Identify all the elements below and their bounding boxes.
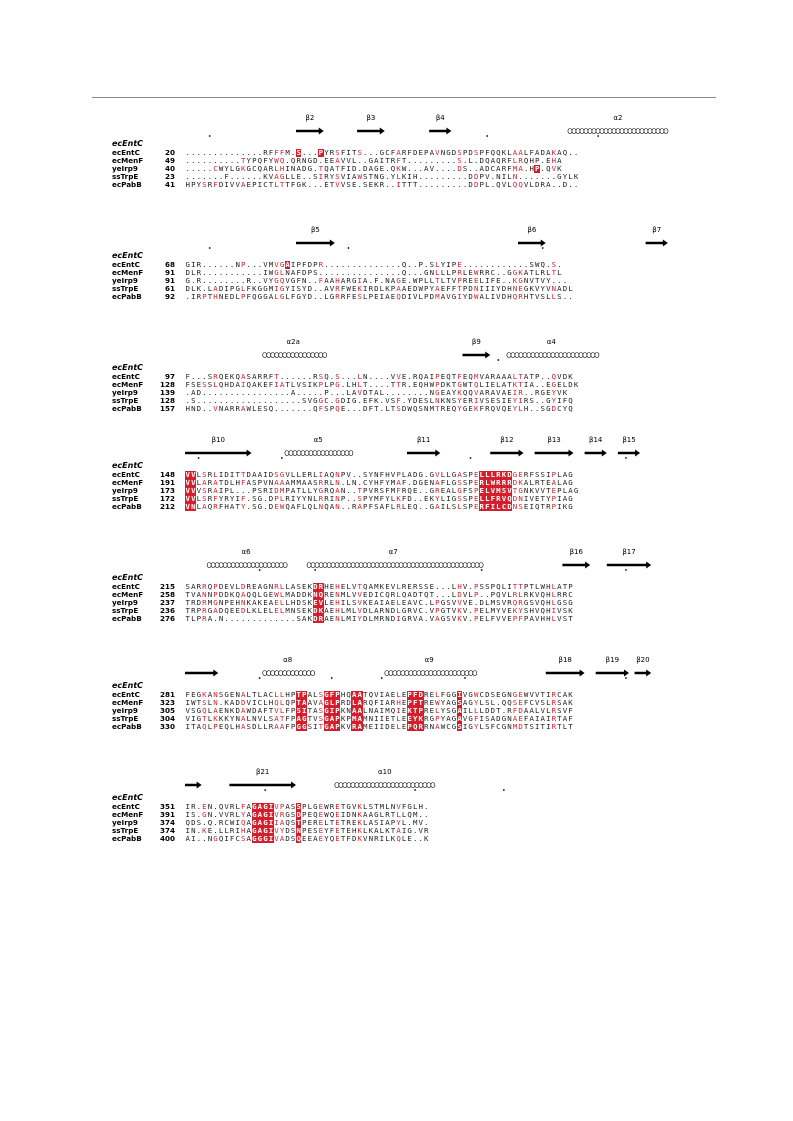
residue-number: 172 xyxy=(159,494,175,503)
sequence-residues: ..........TYPQFYWQ.QRNGD.EEAVVL..GAITRFT.........S.L.DQAQRFLRQHP.EHA xyxy=(185,156,562,165)
sequence-name: ecPabB xyxy=(112,722,142,731)
reference-label: ecEntC xyxy=(112,251,144,260)
ss-label: β18 xyxy=(558,656,572,664)
sequence-residues: .IRPTHNEDLPFQGGALGLFGYD..LGRRFESLPEIAEQDIVLPDMAVGIYDWALIVDHQRHTVSLLS.. xyxy=(185,292,573,301)
sequence-residues: IWTSLN.KADDVICLHQLQPTAAVAGLPRDLARQFIARHEPFTREWYAGSAGYLSL.QQSEFCVSLRSAK xyxy=(185,698,573,707)
alpha-helix-coil xyxy=(507,353,599,358)
sequence-residues: G.R........R..VYGQVGFN..FAAHARGIA.F.NAGE.WPLLTLTVPREELIFE..KGNVTVY... xyxy=(185,276,568,285)
sequence-name: ssTrpE xyxy=(112,606,139,615)
sequence-name: ecEntC xyxy=(112,260,140,269)
alpha-helix-coil xyxy=(285,451,353,456)
ss-label: α2a xyxy=(286,338,300,346)
decile-dot xyxy=(481,569,483,571)
reference-label: ecEntC xyxy=(112,461,144,470)
ss-label: α7 xyxy=(388,548,398,556)
sequence-residues: VVLSRFYRYIF.SG.DPLRIYYNLRRINP..SPYMFYLKFD..EKYLIGSSPELLFRVQDNIVETYPIAG xyxy=(185,494,573,503)
sequence-residues: ..............RFFFM.S...PYRSFITS...GCFARFDEPAVNGDSPDSPFQQKLAALFADAKAQ.. xyxy=(185,148,579,157)
residue-number: 191 xyxy=(159,478,175,487)
sequence-name: ssTrpE xyxy=(112,494,139,503)
sequence-row xyxy=(112,615,712,623)
decile-dot xyxy=(486,135,488,137)
sequence-residues: VVVSRAIPL...PSRIDMPATLLYGRQAN..TPVRSFMFRQE..GREALGFSPELVMSVTGNKVVTEPLAG xyxy=(185,486,579,495)
decile-dot xyxy=(331,677,333,679)
sequence-name: ecPabB xyxy=(112,292,142,301)
residue-number: 173 xyxy=(159,486,175,495)
ss-label: β21 xyxy=(256,768,270,776)
alpha-helix-coil xyxy=(385,671,477,676)
ss-label: β12 xyxy=(500,436,514,444)
residue-number: 92 xyxy=(164,292,175,301)
sequence-residues: DLK.LADIPGLFKGGMIGYISYD..AVRFWEKIRDLKPAAEDWPYAEFFTPDNIIIYDHNEGKVYVNADL xyxy=(185,284,573,293)
decile-dot xyxy=(542,247,544,249)
residue-number: 40 xyxy=(164,164,175,173)
secondary-structure-track xyxy=(112,112,712,138)
residue-number: 236 xyxy=(159,606,175,615)
secondary-structure-track xyxy=(112,434,712,460)
sequence-residues: VSGQLAENKDAWDAFTVLFPSITASGIPKNAALNAIMQIEKTPRELYSGAILLLDDT.RFDAALVLRSVF xyxy=(185,706,573,715)
ss-label: β9 xyxy=(471,338,481,346)
sequence-row xyxy=(112,835,712,843)
alignment-block xyxy=(112,112,712,189)
decile-dot xyxy=(209,247,211,249)
ss-label: β20 xyxy=(636,656,650,664)
ss-label: α9 xyxy=(424,656,434,664)
beta-strand-arrow xyxy=(596,670,629,677)
decile-dot xyxy=(259,569,261,571)
ss-label: β13 xyxy=(547,436,561,444)
ss-label: α6 xyxy=(241,548,251,556)
beta-strand-arrow xyxy=(357,128,385,135)
decile-dot xyxy=(198,457,200,459)
decile-dot xyxy=(503,789,505,791)
ss-label: β7 xyxy=(652,226,662,234)
residue-number: 281 xyxy=(159,690,175,699)
sequence-name: yeIrp9 xyxy=(112,388,138,397)
sequence-name: ssTrpE xyxy=(112,826,139,835)
sequence-name: ecEntC xyxy=(112,470,140,479)
secondary-structure-track xyxy=(112,336,712,362)
residue-number: 91 xyxy=(164,268,175,277)
beta-strand-arrow xyxy=(490,450,523,457)
ss-label: β4 xyxy=(435,114,445,122)
beta-strand-arrow xyxy=(562,562,590,569)
decile-dot xyxy=(414,789,416,791)
decile-dot xyxy=(281,457,283,459)
residue-number: 49 xyxy=(164,156,175,165)
residue-number: 305 xyxy=(159,706,175,715)
ss-label: β19 xyxy=(605,656,620,664)
beta-strand-arrow xyxy=(296,240,335,247)
reference-label: ecEntC xyxy=(112,793,144,802)
sequence-residues: IS.GN.VVRLYAGAGIVRGSDPEQEWQEIDNKAAGLRTLLQM.. xyxy=(185,810,429,819)
sequence-residues: F...SRQEKQASARRFT......RSQ.S...LN....VVE.RQAIPEQTFEQMVARAAALTATP..QVDK xyxy=(185,372,573,381)
sequence-residues: ITAQLPEQLHASDLLRAAFPGGSITGAPKVRAMEIIDELEPQRRNAWCGSIGYLSFCGNMDTSITIRTLT xyxy=(185,722,573,731)
sequence-name: ecMenF xyxy=(112,590,144,599)
sequence-residues: VIGTLKKKYNALNVLSATFPAGTVSGAPKPMAMNIIETLEEYKRGPYAGAVGFISADGNAEFAIAIRTAF xyxy=(185,714,573,723)
residue-number: 212 xyxy=(159,502,175,511)
sequence-residues: HPYSRFDIVVAEPICTLTTFGK...ETVVSE.SEKR..ITTT.........DDPL.QVLQQVLDRA..D.. xyxy=(185,180,579,189)
beta-strand-arrow xyxy=(429,128,451,135)
ss-label: β2 xyxy=(305,114,315,122)
sequence-residues: HND..VNARRAWLESQ.......QFSPQE...DFT.LTSDWQSNMTREQYGEKFRQVQEYLH..SGDCYQ xyxy=(185,404,573,413)
residue-number: 258 xyxy=(159,590,175,599)
decile-dot xyxy=(464,677,466,679)
sequence-residues: VNLAQRFHATY.SG.DEWQAFLQLNQAN..RAPFSAFLRLEQ..GAILSLSPERFILCDNSEIQTRPIKG xyxy=(185,502,573,511)
secondary-structure-track xyxy=(112,224,712,250)
sequence-name: yeIrp9 xyxy=(112,818,138,827)
ss-label: β14 xyxy=(589,436,603,444)
sequence-residues: TRDRMGNPEHNKAKEAELLHDSKEVLEHILSVKEAIAELEAVC.LPGSVVVE.DLMSVRQRGSVQHLGSG xyxy=(185,598,573,607)
sequence-name: yeIrp9 xyxy=(112,706,138,715)
beta-strand-arrow xyxy=(607,562,651,569)
beta-strand-arrow xyxy=(635,670,652,677)
ss-label: β6 xyxy=(527,226,537,234)
ss-label: β5 xyxy=(310,226,320,234)
decile-dot xyxy=(259,677,261,679)
sequence-name: yeIrp9 xyxy=(112,598,138,607)
ss-label: α2 xyxy=(613,114,623,122)
decile-dot xyxy=(625,457,627,459)
residue-number: 97 xyxy=(164,372,175,381)
decile-dot xyxy=(348,247,350,249)
decile-dot xyxy=(470,457,472,459)
sequence-residues: SARRQPDEVLDREAGNRLLASEKDRHEHELVTQAMKEVLRERSSE...LHV.PSSPQLITTPTLWHLATP xyxy=(185,582,573,591)
reference-label: ecEntC xyxy=(112,681,144,690)
residue-number: 330 xyxy=(159,722,175,731)
residue-number: 91 xyxy=(164,276,175,285)
decile-dot xyxy=(209,135,211,137)
decile-dot xyxy=(625,569,627,571)
decile-dot xyxy=(497,359,499,361)
beta-strand-arrow xyxy=(229,782,296,789)
sequence-row xyxy=(112,405,712,413)
beta-strand-arrow xyxy=(546,670,585,677)
residue-number: 157 xyxy=(159,404,175,413)
residue-number: 323 xyxy=(159,698,175,707)
beta-strand-arrow xyxy=(407,450,440,457)
sequence-residues: .AD................A.....P...LAVDTAL........NGEAYKQQVARAVAEIR..RGEYVK xyxy=(185,388,568,397)
sequence-name: ecEntC xyxy=(112,690,140,699)
ss-label: β10 xyxy=(211,436,225,444)
decile-dot xyxy=(381,677,383,679)
sequence-row xyxy=(112,503,712,511)
sequence-name: ssTrpE xyxy=(112,172,139,181)
ss-label: β3 xyxy=(366,114,376,122)
residue-number: 391 xyxy=(159,810,175,819)
alpha-helix-coil xyxy=(307,563,483,568)
ss-label: α4 xyxy=(546,338,556,346)
alpha-helix-coil xyxy=(568,129,668,134)
alignment-block xyxy=(112,546,712,623)
ss-label: β15 xyxy=(622,436,636,444)
sequence-name: ecMenF xyxy=(112,478,144,487)
residue-number: 374 xyxy=(159,818,175,827)
sequence-residues: AI..NGQIFCSAGGGIVADSQEEAEYQETFDKVNRILKQLE..K xyxy=(185,834,429,843)
sequence-name: ecMenF xyxy=(112,698,144,707)
beta-strand-arrow xyxy=(463,352,491,359)
secondary-structure-track xyxy=(112,654,712,680)
sequence-name: ecMenF xyxy=(112,268,144,277)
beta-strand-arrow xyxy=(585,450,607,457)
sequence-name: yeIrp9 xyxy=(112,164,138,173)
residue-number: 374 xyxy=(159,826,175,835)
alignment-block xyxy=(112,766,712,843)
sequence-residues: IN.KE.LLRIHAGAGIVYDSNPESEYFETEHKLKALKTAIG.VR xyxy=(185,826,429,835)
reference-label: ecEntC xyxy=(112,573,144,582)
beta-strand-arrow xyxy=(185,670,218,677)
decile-dot xyxy=(264,789,266,791)
ss-label: β16 xyxy=(569,548,583,556)
beta-strand-arrow xyxy=(618,450,640,457)
residue-number: 139 xyxy=(159,388,175,397)
residue-number: 68 xyxy=(164,260,175,269)
residue-number: 215 xyxy=(159,582,175,591)
sequence-name: ecEntC xyxy=(112,372,140,381)
alignment-block xyxy=(112,336,712,413)
residue-number: 23 xyxy=(164,172,175,181)
decile-dot xyxy=(597,135,599,137)
sequence-name: yeIrp9 xyxy=(112,276,138,285)
ss-label: β17 xyxy=(622,548,636,556)
sequence-residues: TVANNPDDKQAQQLGEWLMADDKNQRENMLVVEDICQRLQADTQT...LDVLP..PQVLRLRKVQHLRRC xyxy=(185,590,573,599)
sequence-residues: .S...................SVGGC.GDIG.EFK.VSF.YDESLNKNSYERIVSESIEYIRS..GYIFQ xyxy=(185,396,573,405)
sequence-residues: IR.EN.QVRLFAGAGIVPASSPLGEWRETGVKLSTMLNVFGLH. xyxy=(185,802,429,811)
sequence-residues: GIR......NP...VMVGAIPFDPR..............Q..P.SLYIPE............SWQ.S. xyxy=(185,260,562,269)
residue-number: 128 xyxy=(159,396,175,405)
sequence-name: ecEntC xyxy=(112,148,140,157)
ss-label: α10 xyxy=(378,768,392,776)
decile-dot xyxy=(314,569,316,571)
residue-number: 128 xyxy=(159,380,175,389)
sequence-residues: VVLARATDLHFASPVNAAAMMAASRRLN.LN.CYHFYMAF.DGENAFLGSSPERLWRRRDKALRTEALAG xyxy=(185,478,573,487)
sequence-name: ecEntC xyxy=(112,582,140,591)
sequence-name: ecPabB xyxy=(112,502,142,511)
sequence-residues: .....CWYLGKGCQARLHINADG.TQATFID.DAGE.QKW...AV....DS..ADCARFMA.HP.QVK xyxy=(185,164,562,173)
alpha-helix-coil xyxy=(263,353,327,358)
residue-number: 276 xyxy=(159,614,175,623)
residue-number: 351 xyxy=(159,802,175,811)
sequence-name: ecPabB xyxy=(112,180,142,189)
sequence-name: ecMenF xyxy=(112,156,144,165)
sequence-residues: TRPRGADQEEDLKLELELMNSEKDKAEHLMLVDLARNDLGRVC.VPGTVKV.PELMYVEKYSHVQHIVSK xyxy=(185,606,573,615)
beta-strand-arrow xyxy=(296,128,324,135)
sequence-name: ecEntC xyxy=(112,802,140,811)
residue-number: 61 xyxy=(164,284,175,293)
beta-strand-arrow xyxy=(185,782,202,789)
beta-strand-arrow xyxy=(185,450,252,457)
sequence-name: ecPabB xyxy=(112,614,142,623)
sequence-row xyxy=(112,723,712,731)
secondary-structure-track xyxy=(112,766,712,792)
alignment-block xyxy=(112,654,712,731)
residue-number: 304 xyxy=(159,714,175,723)
sequence-name: yeIrp9 xyxy=(112,486,138,495)
ss-label: α5 xyxy=(313,436,323,444)
sequence-name: ssTrpE xyxy=(112,396,139,405)
sequence-residues: FEGKANSGENALTLACLLHPTPALSGFPHQAATQVIAELEPFDRELFGGIVGWCDSEGNGEWVVTIRCAK xyxy=(185,690,573,699)
alpha-helix-coil xyxy=(207,563,287,568)
sequence-residues: DLR...........IWGLNAFDPS...............Q...GNLLLPRLEWRRC..GGKATLRLTL xyxy=(185,268,562,277)
sequence-residues: FSESSLQHDAIQAKEFIATLVSIKPLPG.LHLT....TTR.EQHWPDKTGWTQLIELATKTIA..EGELDK xyxy=(185,380,579,389)
sequence-residues: VVLSRLIDITTDAAIDSGVLLERLIAQNPV..SYNFHVPLADG.GVLLGASPELLLRKDGERFSSIPLAG xyxy=(185,470,573,479)
beta-strand-arrow xyxy=(646,240,668,247)
sequence-row xyxy=(112,181,712,189)
decile-dot xyxy=(625,677,627,679)
reference-label: ecEntC xyxy=(112,363,144,372)
residue-number: 237 xyxy=(159,598,175,607)
alpha-helix-coil xyxy=(263,671,315,676)
residue-number: 41 xyxy=(164,180,175,189)
top-rule xyxy=(92,97,716,98)
residue-number: 400 xyxy=(159,834,175,843)
ss-label: α8 xyxy=(283,656,293,664)
sequence-name: ecPabB xyxy=(112,404,142,413)
sequence-name: ssTrpE xyxy=(112,284,139,293)
alignment-block xyxy=(112,434,712,511)
sequence-name: ecMenF xyxy=(112,380,144,389)
alignment-block xyxy=(112,224,712,301)
residue-number: 148 xyxy=(159,470,175,479)
sequence-name: ecPabB xyxy=(112,834,142,843)
residue-number: 20 xyxy=(164,148,175,157)
alpha-helix-coil xyxy=(335,783,435,788)
beta-strand-arrow xyxy=(518,240,546,247)
ss-label: β11 xyxy=(416,436,431,444)
reference-label: ecEntC xyxy=(112,139,144,148)
sequence-residues: TLPRA.N.............SAKDRAENLMIYDLMRNDIGRVA.VAGSVKV.PELFVVEPFPAVHHLVST xyxy=(185,614,573,623)
secondary-structure-track xyxy=(112,546,712,572)
sequence-residues: .......F......KVAGLLE..SIRYSVIAWSTNG.YLKIH.........DDPV.NILN.......GYLK xyxy=(185,172,579,181)
sequence-row xyxy=(112,293,712,301)
sequence-residues: QDS.Q.RCWIQAGAGIIAQSTPERELTETREKLASIAPYL.MV. xyxy=(185,818,429,827)
beta-strand-arrow xyxy=(535,450,574,457)
sequence-name: ecMenF xyxy=(112,810,144,819)
sequence-name: ssTrpE xyxy=(112,714,139,723)
